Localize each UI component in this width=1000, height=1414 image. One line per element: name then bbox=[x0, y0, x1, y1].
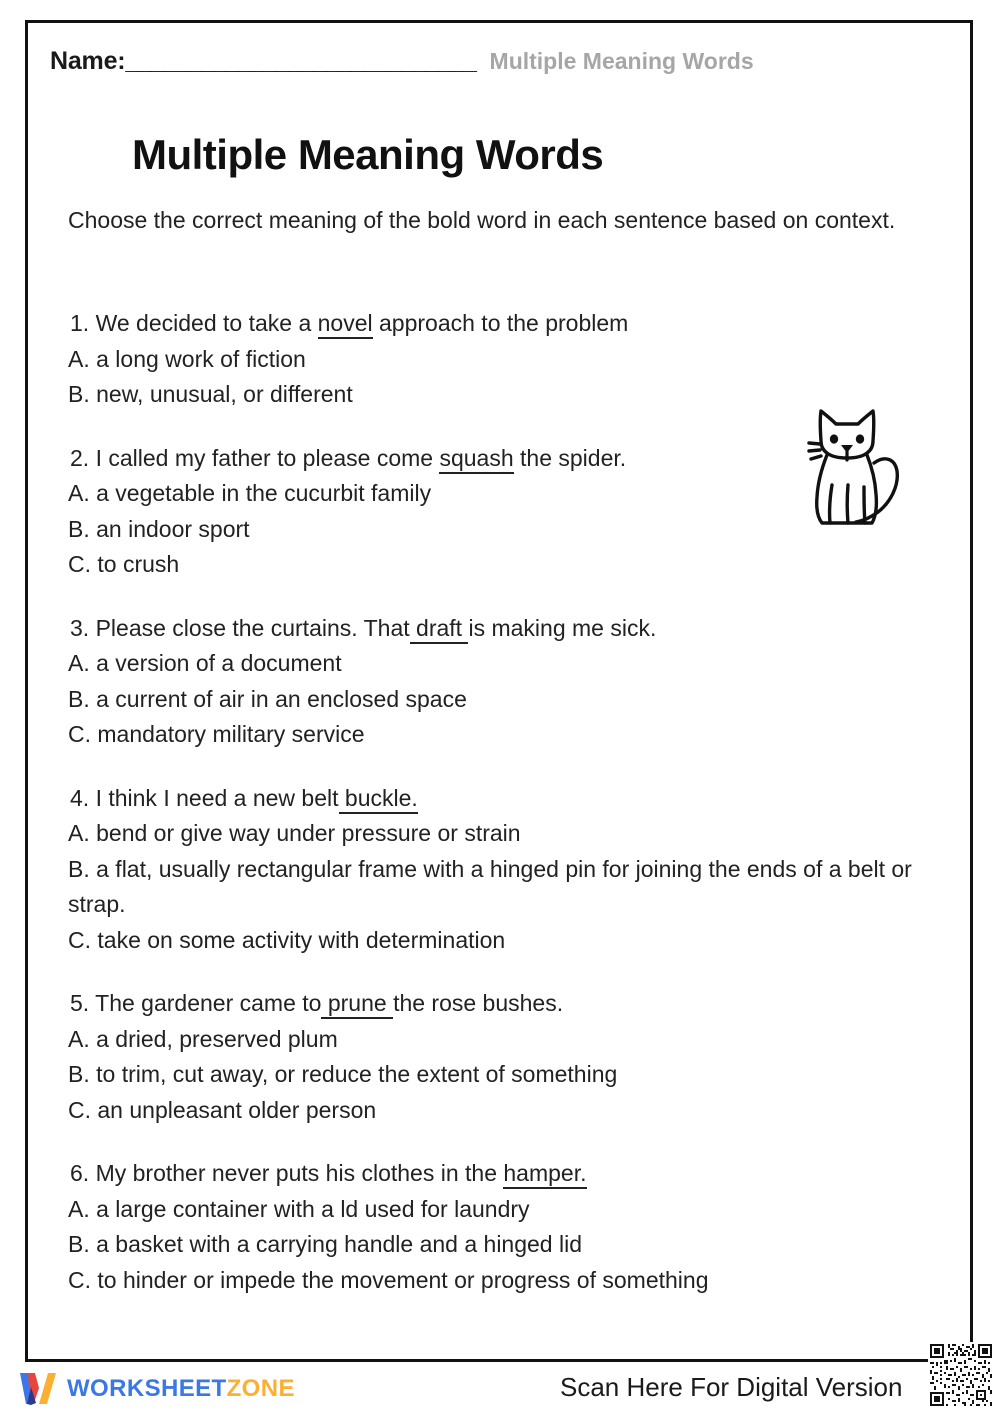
stem-text-before: 4. I think I need a new belt bbox=[70, 784, 339, 811]
stem-keyword: novel bbox=[318, 310, 373, 339]
stem-keyword: prune bbox=[321, 990, 393, 1019]
stem-keyword: draft bbox=[410, 615, 469, 644]
answer-option[interactable]: C. an unpleasant older person bbox=[68, 1096, 377, 1123]
brand-name-secondary: ZONE bbox=[226, 1375, 295, 1402]
question-stem bbox=[68, 611, 958, 647]
name-label: Name: bbox=[50, 47, 126, 75]
question-item bbox=[68, 986, 958, 1128]
header-topic-label: Multiple Meaning Words bbox=[489, 48, 754, 74]
cat-icon bbox=[796, 399, 906, 534]
brand-mark-icon bbox=[18, 1370, 58, 1408]
answer-option[interactable]: A. bend or give way under pressure or strain bbox=[68, 820, 521, 846]
brand-name bbox=[67, 1375, 295, 1403]
qr-code-icon[interactable] bbox=[928, 1342, 994, 1408]
name-blank-line: ____________________________ bbox=[125, 47, 476, 75]
stem-text-after: the rose bushes. bbox=[393, 990, 564, 1016]
answer-option[interactable]: A. a dried, preserved plum bbox=[68, 1025, 338, 1052]
answer-option[interactable]: C. mandatory military service bbox=[68, 721, 365, 747]
question-stem bbox=[68, 306, 958, 342]
scan-prompt-text: Scan Here For Digital Version bbox=[560, 1372, 903, 1402]
question-item bbox=[68, 611, 958, 753]
stem-text-before: 3. Please close the curtains. That bbox=[70, 614, 410, 641]
question-stem bbox=[68, 986, 958, 1022]
answer-option[interactable]: C. to crush bbox=[68, 551, 180, 577]
answer-option[interactable]: B. a flat, usually rectangular frame with a hinged pin for joining the ends of a belt or strap. bbox=[68, 855, 912, 917]
instructions-text: Choose the correct meaning of the bold word in each sentence based on context. bbox=[68, 207, 896, 233]
page-footer bbox=[0, 1366, 1000, 1414]
stem-text-before: 5. The gardener came to bbox=[70, 990, 322, 1016]
stem-text-after: the spider. bbox=[513, 444, 627, 471]
answer-option[interactable]: B. a current of air in an enclosed space bbox=[68, 685, 467, 712]
question-item bbox=[68, 306, 958, 413]
brand-name-primary: WORKSHEET bbox=[67, 1375, 227, 1402]
answer-option[interactable]: A. a large container with a ld used for laundry bbox=[68, 1195, 530, 1222]
stem-keyword: buckle. bbox=[339, 785, 418, 814]
question-stem bbox=[68, 1156, 958, 1192]
answer-option[interactable]: B. a basket with a carrying handle and a hinged lid bbox=[68, 1231, 582, 1257]
stem-keyword: squash bbox=[439, 445, 513, 474]
answer-option[interactable]: B. new, unusual, or different bbox=[68, 381, 353, 407]
answer-option[interactable]: A. a version of a document bbox=[68, 650, 342, 676]
question-item bbox=[68, 1156, 958, 1298]
worksheet-header bbox=[50, 47, 950, 87]
answer-option[interactable]: B. to trim, cut away, or reduce the extent of something bbox=[68, 1061, 618, 1087]
answer-option[interactable]: C. to hinder or impede the movement or progress of something bbox=[68, 1266, 709, 1293]
question-stem bbox=[68, 781, 958, 817]
answer-option[interactable]: A. a long work of fiction bbox=[68, 345, 306, 372]
question-item bbox=[68, 781, 958, 959]
stem-text-before: 2. I called my father to please come bbox=[70, 444, 440, 471]
answer-option[interactable]: C. take on some activity with determination bbox=[68, 926, 506, 953]
page-title: Multiple Meaning Words bbox=[132, 131, 604, 178]
answer-option[interactable]: A. a vegetable in the cucurbit family bbox=[68, 480, 432, 506]
worksheet-zone-logo[interactable] bbox=[18, 1370, 295, 1408]
worksheet-page-frame bbox=[25, 20, 973, 1362]
answer-option[interactable]: B. an indoor sport bbox=[68, 515, 250, 542]
stem-text-after: approach to the problem bbox=[372, 310, 629, 336]
stem-keyword: hamper. bbox=[503, 1160, 586, 1189]
stem-text-before: 6. My brother never puts his clothes in the bbox=[70, 1160, 504, 1186]
stem-text-before: 1. We decided to take a bbox=[70, 310, 318, 336]
stem-text-after: is making me sick. bbox=[468, 614, 657, 641]
